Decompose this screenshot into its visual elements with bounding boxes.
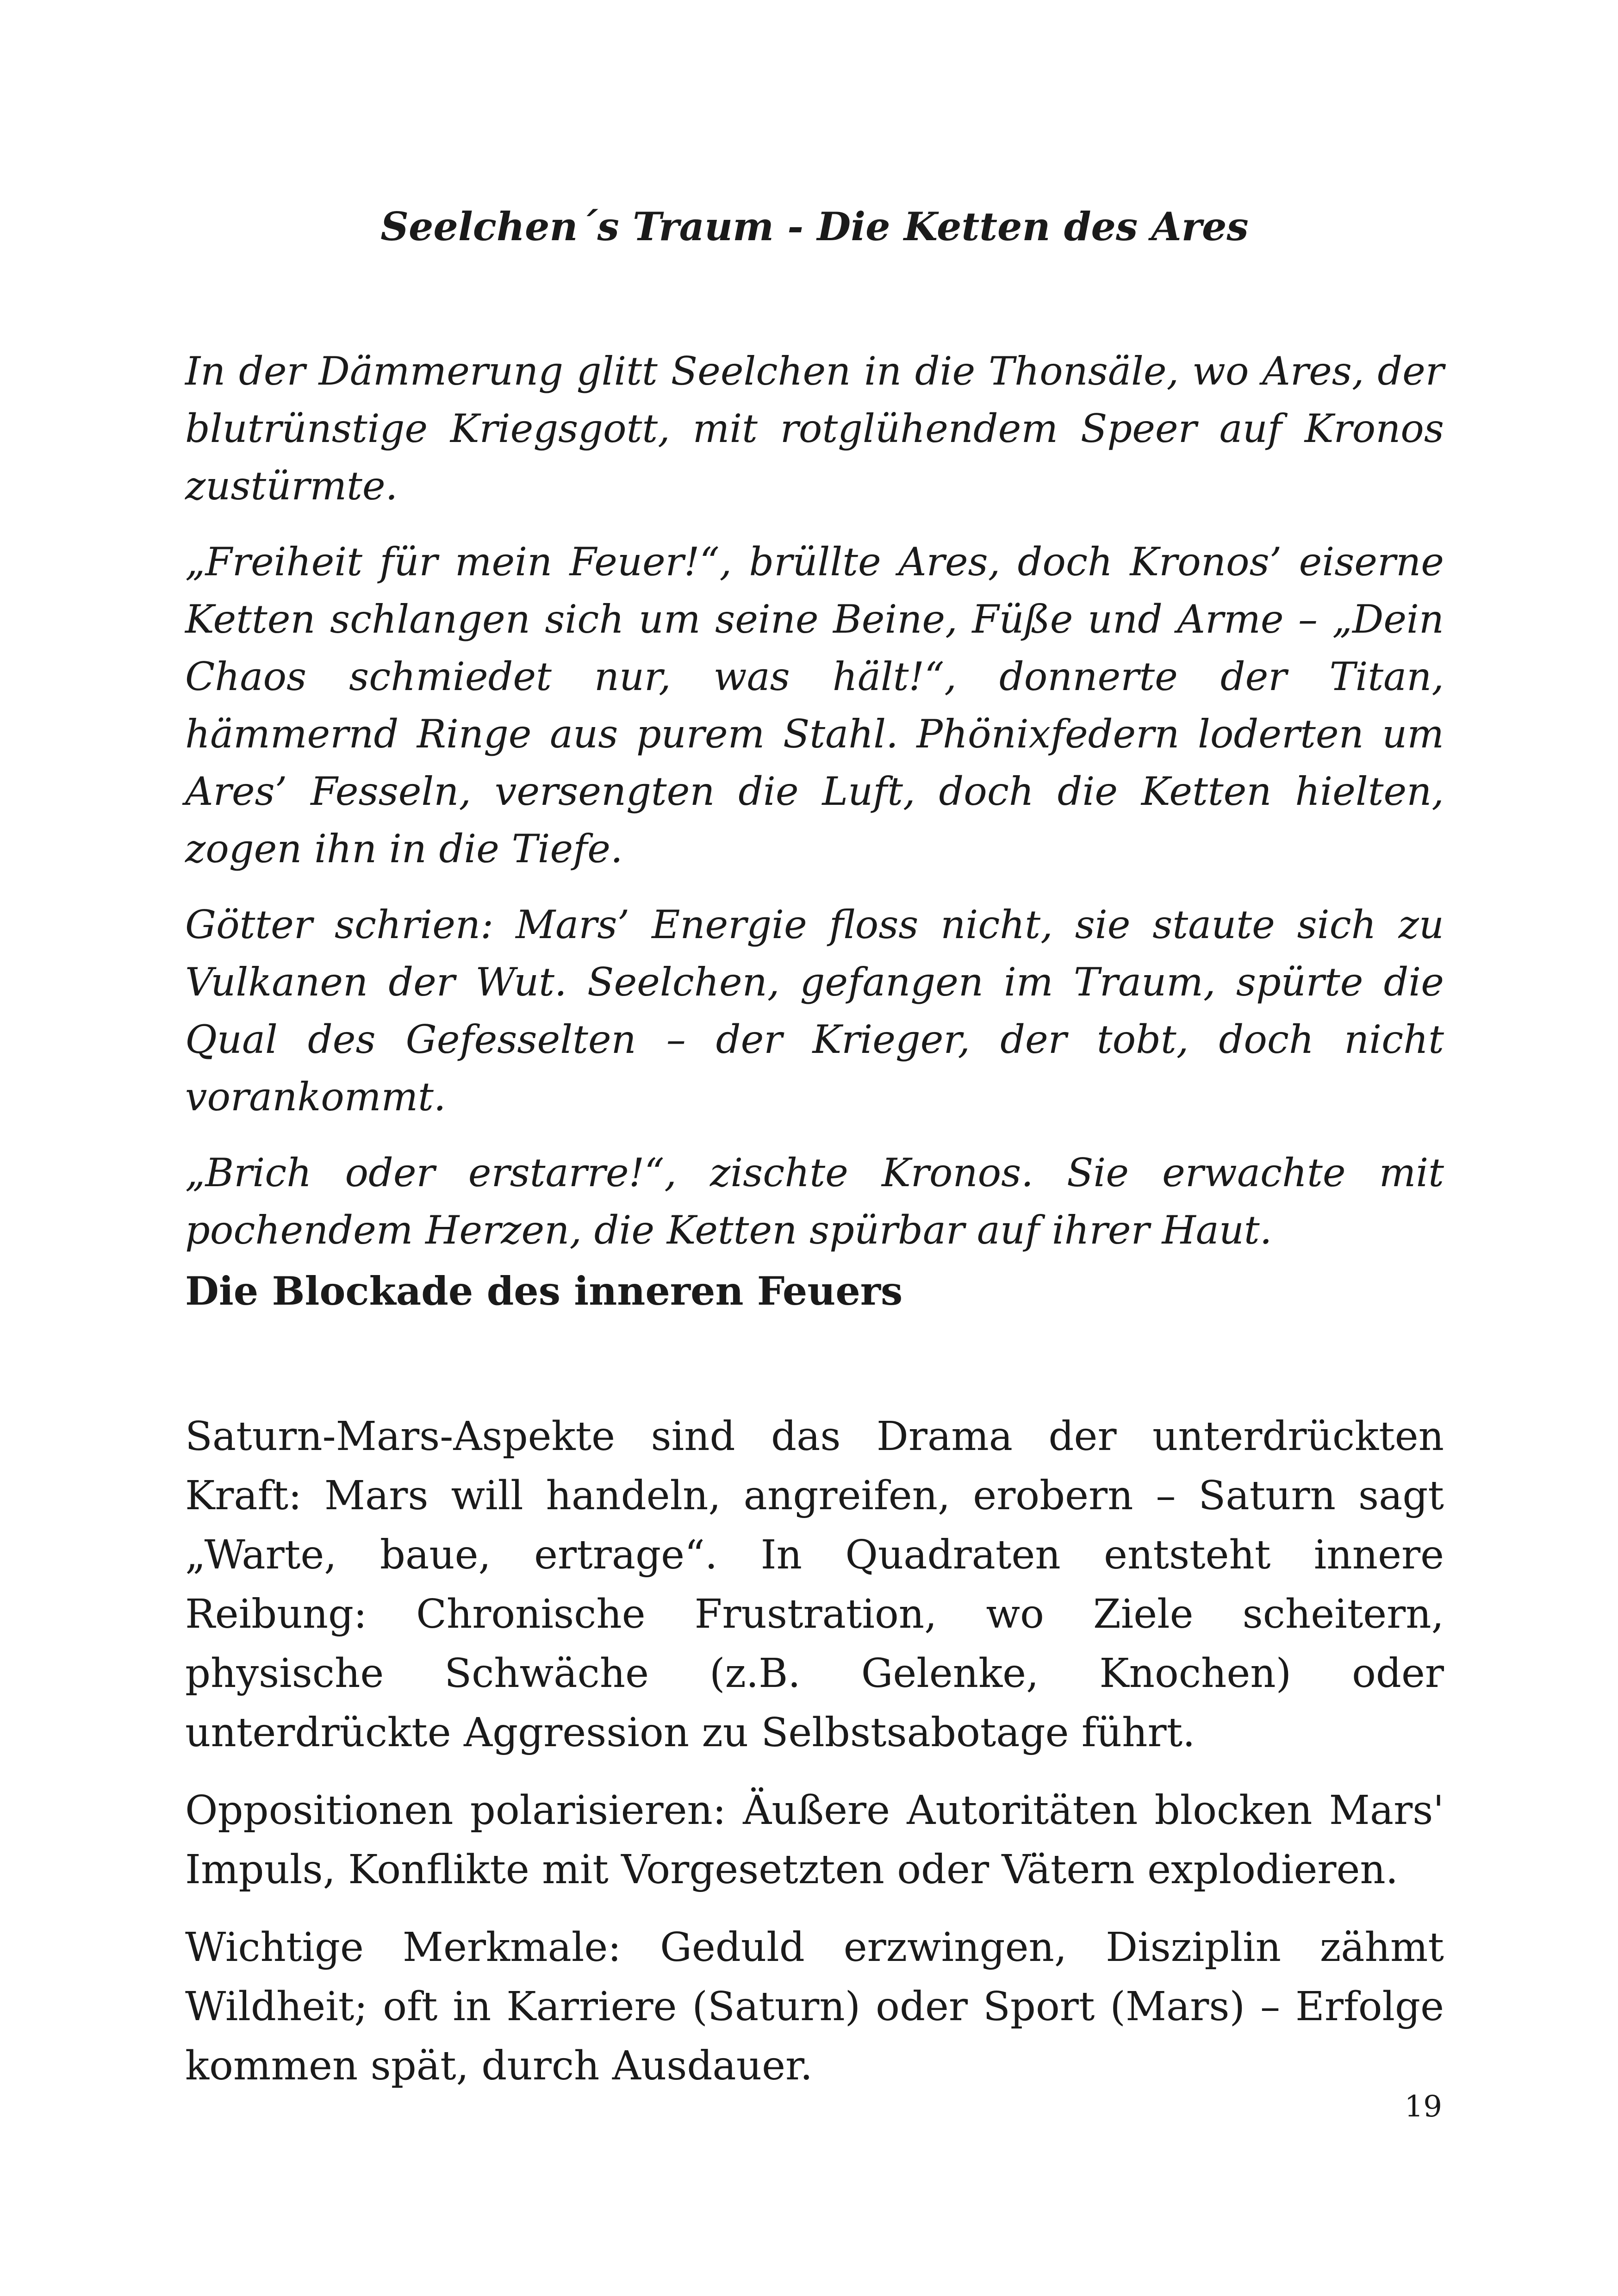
section-paragraph: Saturn-Mars-Aspekte sind das Drama der unterdrückten Kraft: Mars will handeln, angreifen, erobern – Saturn sagt „Warte, baue, ertrage“. In Quadraten entsteht innere Reibung: Chronische Frustration, wo Ziele scheitern, physische Schwäche (z.B. Gelenke, Knochen) oder unterdrückte Aggression zu Selbstsabotage führt. [185,1413,1444,1756]
story-text [185,342,1444,1277]
story-paragraph: Götter schrien: Mars’ Energie floss nicht, sie staute sich zu Vulkanen der Wut. Seelchen, gefangen im Traum, spürte die Qual des Gefesselten – der Krieger, der tobt, doch nicht vorankommt. [185,902,1444,1120]
page-number: 19 [1404,2090,1442,2124]
section-paragraph: Oppositionen polarisieren: Äußere Autoritäten blocken Mars' Impuls, Konflikte mit Vorgesetzten oder Vätern explodieren. [185,1787,1444,1893]
story-paragraph: In der Dämmerung glitt Seelchen in die Thonsäle, wo Ares, der blutrünstige Kriegsgott, mit rotglühendem Speer auf Kronos zustürmte. [185,348,1444,509]
story-title: Seelchen´s Traum - Die Ketten des Ares [380,204,1249,249]
section-paragraph: Wichtige Merkmale: Geduld erzwingen, Disziplin zähmt Wildheit; oft in Karriere (Saturn) oder Sport (Mars) – Erfolge kommen spät, durch Ausdauer. [185,1924,1444,2089]
section-text [185,1407,1444,2114]
story-paragraph: „Freiheit für mein Feuer!“, brüllte Ares, doch Kronos’ eiserne Ketten schlangen sich um seine Beine, Füße und Arme – „Dein Chaos schmiedet nur, was hält!“, donnerte der Titan, hämmernd Ringe aus purem Stahl. Phönixfedern loderten um Ares’ Fesseln, versengten die Luft, doch die Ketten hielten, zogen ihn in die Tiefe. [185,539,1444,871]
story-paragraph: „Brich oder erstarre!“, zischte Kronos. Sie erwachte mit pochendem Herzen, die Ketten spürbar auf ihrer Haut. [185,1150,1444,1253]
section-heading: Die Blockade des inneren Feuers [185,1268,903,1314]
